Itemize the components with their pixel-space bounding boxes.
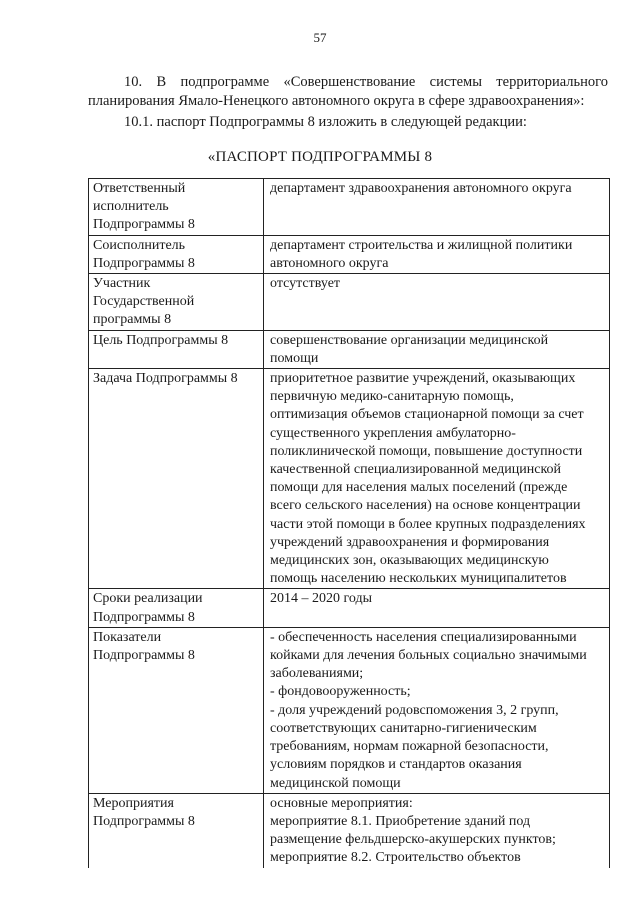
page-number: 57 <box>313 30 327 45</box>
row-value-cell <box>264 369 610 589</box>
row-label-line: Мероприятия <box>93 795 174 811</box>
table-row <box>89 589 610 627</box>
row-value-line: - доля учреждений родовспоможения 3, 2 групп, <box>270 702 559 718</box>
table-row <box>89 179 610 236</box>
row-label-line: Сроки реализации <box>93 591 203 607</box>
row-value-line: всего сельского населения) на основе концентрации <box>270 498 581 514</box>
intro-subparagraph: 10.1. паспорт Подпрограммы 8 изложить в следующей редакции: <box>124 114 527 130</box>
row-value-line: помощи для населения малых поселений (прежде <box>270 480 568 496</box>
row-value-line: соответствующих санитарно-гигиеническим <box>270 720 537 736</box>
row-value-line: совершенствование организации медицинской <box>270 332 549 348</box>
row-value-line: койками для лечения больных социально значимыми <box>270 648 587 664</box>
row-value-line: основные мероприятия: <box>270 795 413 811</box>
row-label-line: Задача Подпрограммы 8 <box>93 371 238 387</box>
row-value-line: медицинской помощи <box>270 775 401 791</box>
table-row <box>89 274 610 331</box>
row-value-line: учреждений здравоохранения и формирования <box>270 534 550 550</box>
row-value-line: отсутствует <box>270 276 341 292</box>
row-value-line: части этой помощи в более крупных подразделениях <box>270 516 586 532</box>
row-label-cell <box>89 274 264 331</box>
row-label-line: Ответственный <box>93 181 186 196</box>
row-label-line: исполнитель <box>93 199 169 215</box>
row-value-line: приоритетное развитие учреждений, оказывающих <box>270 371 576 387</box>
row-label-cell <box>89 589 264 627</box>
row-label-cell <box>89 369 264 589</box>
row-value-cell <box>264 274 610 331</box>
row-value-cell <box>264 793 610 867</box>
row-label-line: Подпрограммы 8 <box>93 255 195 271</box>
row-label-line: Подпрограммы 8 <box>93 648 195 664</box>
row-value-line: медицинских зон, оказывающих медицинскую <box>270 553 549 569</box>
table-row <box>89 369 610 589</box>
row-label-cell <box>89 793 264 867</box>
row-label-line: Участник <box>93 276 151 292</box>
row-value-line: требованиям, нормам пожарной безопасности, <box>270 739 549 755</box>
table-row <box>89 627 610 793</box>
row-label-cell <box>89 235 264 273</box>
row-label-line: программы 8 <box>93 312 172 328</box>
row-value-line: мероприятие 8.2. Строительство объектов <box>270 850 521 866</box>
row-value-line: оптимизация объемов стационарной помощи за счет <box>270 407 584 423</box>
row-value-line: мероприятие 8.1. Приобретение зданий под <box>270 813 531 829</box>
row-label-line: Подпрограммы 8 <box>93 609 195 625</box>
row-label-line: Показатели <box>93 629 162 645</box>
row-label-line: Подпрограммы 8 <box>93 813 195 829</box>
row-value-cell <box>264 179 610 236</box>
row-value-line: департамент строительства и жилищной политики <box>270 237 573 253</box>
row-value-line: департамент здравоохранения автономного округа <box>270 181 572 196</box>
table-row <box>89 235 610 273</box>
row-value-line: - обеспеченность населения специализированными <box>270 629 577 645</box>
passport-heading: «ПАСПОРТ ПОДПРОГРАММЫ 8 <box>207 149 433 165</box>
row-label-line: Подпрограммы 8 <box>93 217 195 233</box>
row-label-cell <box>89 627 264 793</box>
row-value-line: размещение фельдшерско-акушерских пунктов; <box>270 832 556 848</box>
row-value-line: - фондовооруженность; <box>270 684 411 700</box>
row-value-line: 2014 – 2020 годы <box>270 591 373 607</box>
row-label-line: Цель Подпрограммы 8 <box>93 332 229 348</box>
row-label-line: Государственной <box>93 294 195 310</box>
row-value-line: поликлинической помощи, повышение доступности <box>270 443 583 459</box>
row-value-cell <box>264 330 610 368</box>
row-label-cell <box>89 179 264 236</box>
row-value-line: существенного укрепления амбулаторно- <box>270 425 516 441</box>
row-value-line: качественной специализированной медицинской <box>270 462 562 478</box>
row-value-line: первичную медико-санитарную помощь, <box>270 389 514 405</box>
row-value-line: условиям порядков и стандартов оказания <box>270 757 522 773</box>
intro-paragraph: 10. В подпрограмме «Совершенствование системы территориального планирования Ямало-Ненецкого автономного округа в сфере здравоохранения»: <box>88 74 608 109</box>
row-value-cell <box>264 589 610 627</box>
row-value-line: помощь населению нескольких муниципалитетов <box>270 571 567 587</box>
row-label-cell <box>89 330 264 368</box>
passport-table <box>88 178 610 868</box>
row-label-line: Соисполнитель <box>93 237 186 253</box>
table-row <box>89 330 610 368</box>
table-row <box>89 793 610 867</box>
row-value-cell <box>264 627 610 793</box>
row-value-line: помощи <box>270 350 319 366</box>
row-value-line: заболеваниями; <box>270 666 364 682</box>
row-value-line: автономного округа <box>270 255 389 271</box>
row-value-cell <box>264 235 610 273</box>
